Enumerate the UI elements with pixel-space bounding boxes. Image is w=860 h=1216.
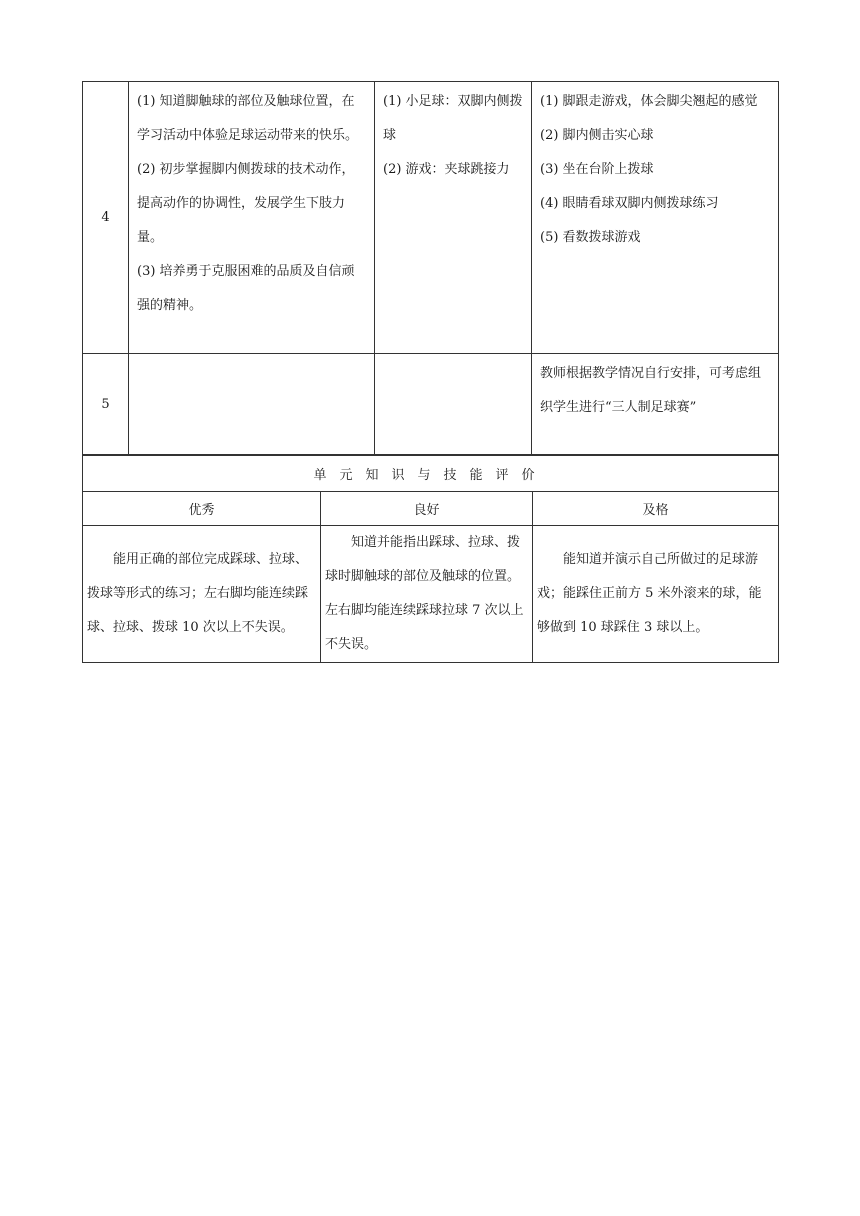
lesson-plan-table <box>82 81 779 455</box>
header-good: 良好 <box>321 492 533 526</box>
activity-item: (5) 看数拨球游戏 <box>540 230 641 245</box>
content-cell <box>375 354 532 455</box>
header-excellent: 优秀 <box>83 492 321 526</box>
objective-item: (2) 初步掌握脚内侧拨球的技术动作，提高动作的协调性，发展学生下肢力量。 <box>137 162 355 245</box>
activity-item: (4) 眼睛看球双脚内侧拨球练习 <box>540 196 719 211</box>
evaluation-title: 单元知识与技能评价 <box>83 456 779 492</box>
activity-item: 教师根据教学情况自行安排，可考虑组织学生进行“三人制足球赛” <box>540 366 762 415</box>
objective-item: (3) 培养勇于克服困难的品质及自信顽强的精神。 <box>137 264 355 313</box>
lesson-number-cell: 4 <box>83 82 129 354</box>
lesson-number-cell: 5 <box>83 354 129 455</box>
activities-cell <box>532 82 779 354</box>
activity-item: (1) 脚跟走游戏，体会脚尖翘起的感觉 <box>540 94 758 109</box>
criteria-good: 知道并能指出踩球、拉球、拨球时脚触球的部位及触球的位置。左右脚均能连续踩球拉球 7 次以上不失误。 <box>321 526 533 663</box>
table-row <box>83 82 779 354</box>
content-cell <box>375 82 532 354</box>
evaluation-title-row <box>83 456 779 492</box>
activity-item: (2) 脚内侧击实心球 <box>540 128 654 143</box>
content-item: (2) 游戏：夹球跳接力 <box>383 162 510 177</box>
content-item: (1) 小足球：双脚内侧拨球 <box>383 94 523 143</box>
header-pass: 及格 <box>533 492 779 526</box>
activity-item: (3) 坐在台阶上拨球 <box>540 162 654 177</box>
criteria-pass: 能知道并演示自己所做过的足球游戏；能踩住正前方 5 米外滚来的球，能够做到 10 球踩住 3 球以上。 <box>533 526 779 663</box>
activities-cell <box>532 354 779 455</box>
table-row <box>83 354 779 455</box>
objective-item: (1) 知道脚触球的部位及触球位置，在学习活动中体验足球运动带来的快乐。 <box>137 94 359 143</box>
objectives-cell <box>129 354 375 455</box>
evaluation-body-row <box>83 526 779 663</box>
evaluation-table <box>82 455 779 663</box>
objectives-cell <box>129 82 375 354</box>
criteria-excellent: 能用正确的部位完成踩球、拉球、拨球等形式的练习；左右脚均能连续踩球、拉球、拨球 10 次以上不失误。 <box>83 526 321 663</box>
evaluation-header-row <box>83 492 779 526</box>
